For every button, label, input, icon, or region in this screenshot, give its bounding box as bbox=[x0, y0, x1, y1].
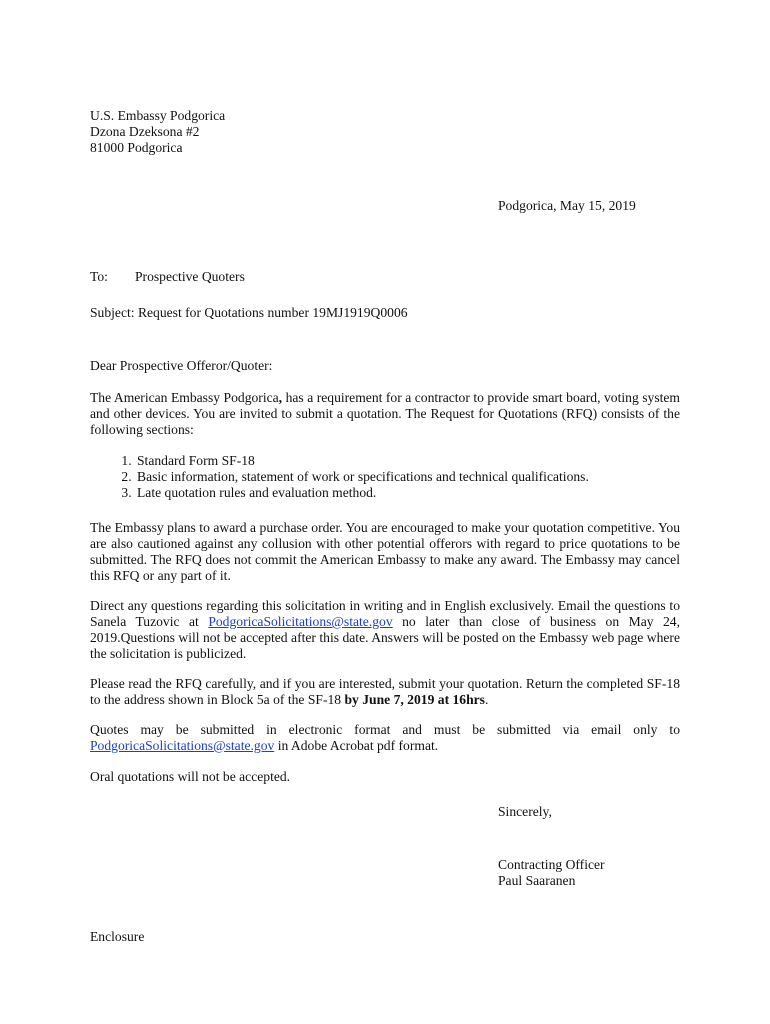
sender-line-1: U.S. Embassy Podgorica bbox=[90, 108, 226, 123]
intro-paragraph bbox=[90, 390, 680, 438]
sender-line-3: 81000 Podgorica bbox=[90, 140, 183, 155]
to-label: To: bbox=[90, 269, 108, 284]
sections-list bbox=[90, 453, 680, 501]
list-item: 1. Standard Form SF-18 bbox=[135, 453, 680, 469]
return-text: Please read the RFQ carefully, and if you are interested, submit your quotation. Return the completed SF-18 to the address shown in Block 5a of the SF-18 bbox=[90, 676, 680, 707]
sender-line-2: Dzona Dzeksona #2 bbox=[90, 124, 200, 139]
questions-text-rest: no later than close of business on May 24, 2019.Questions will not be accepted after this date. Answers will be posted on the Embassy web page where the solicitation is publicized. bbox=[90, 614, 680, 661]
intro-text-rest: has a requirement for a contractor to provide smart board, voting system and other devices. You are invited to submit a quotation. The Request for Quotations (RFQ) consists of the following sections: bbox=[90, 390, 680, 437]
award-paragraph: The Embassy plans to award a purchase order. You are encouraged to make your quotation competitive. You are also cautioned against any collusion with other potential offerors with regard to price quotations to be submitted. The RFQ does not commit the American Embassy to make any award. The Embassy may cancel this RFQ or any part of it. bbox=[90, 520, 680, 583]
questions-paragraph bbox=[90, 598, 680, 662]
submission-paragraph bbox=[90, 722, 680, 754]
list-item: 3. Late quotation rules and evaluation method. bbox=[135, 485, 680, 501]
closing: Sincerely, bbox=[498, 804, 552, 819]
submission-email-link[interactable]: PodgoricaSolicitations@state.gov bbox=[90, 738, 275, 753]
intro-text-start: The American Embassy Podgorica bbox=[90, 390, 279, 405]
submission-text-rest: in Adobe Acrobat pdf format. bbox=[274, 738, 439, 753]
questions-text-start: Direct any questions regarding this solicitation in writing and in English exclusively. Email the questions to Sanela Tuzovic at bbox=[90, 598, 680, 629]
enclosure-note: Enclosure bbox=[90, 929, 145, 944]
return-deadline: by June 7, 2019 at 16hrs bbox=[344, 692, 485, 707]
to-value: Prospective Quoters bbox=[135, 269, 245, 284]
salutation: Dear Prospective Offeror/Quoter: bbox=[90, 358, 273, 373]
sender-address bbox=[90, 108, 680, 156]
submission-text-start: Quotes may be submitted in electronic format and must be submitted via email only to bbox=[90, 722, 680, 737]
return-period: . bbox=[484, 692, 489, 707]
signature-name: Paul Saaranen bbox=[498, 873, 576, 888]
oral-quotations-note: Oral quotations will not be accepted. bbox=[90, 769, 291, 784]
subject-line: Subject: Request for Quotations number 19MJ1919Q0006 bbox=[90, 305, 408, 320]
intro-comma: , bbox=[278, 390, 283, 405]
letter-date: Podgorica, May 15, 2019 bbox=[498, 198, 636, 213]
signature-block bbox=[498, 857, 605, 889]
return-paragraph bbox=[90, 676, 680, 708]
questions-email-link[interactable]: PodgoricaSolicitations@state.gov bbox=[208, 614, 393, 629]
recipient-line bbox=[90, 269, 680, 285]
list-item: 2. Basic information, statement of work or specifications and technical qualifications. bbox=[135, 469, 680, 485]
signature-title: Contracting Officer bbox=[498, 857, 605, 872]
